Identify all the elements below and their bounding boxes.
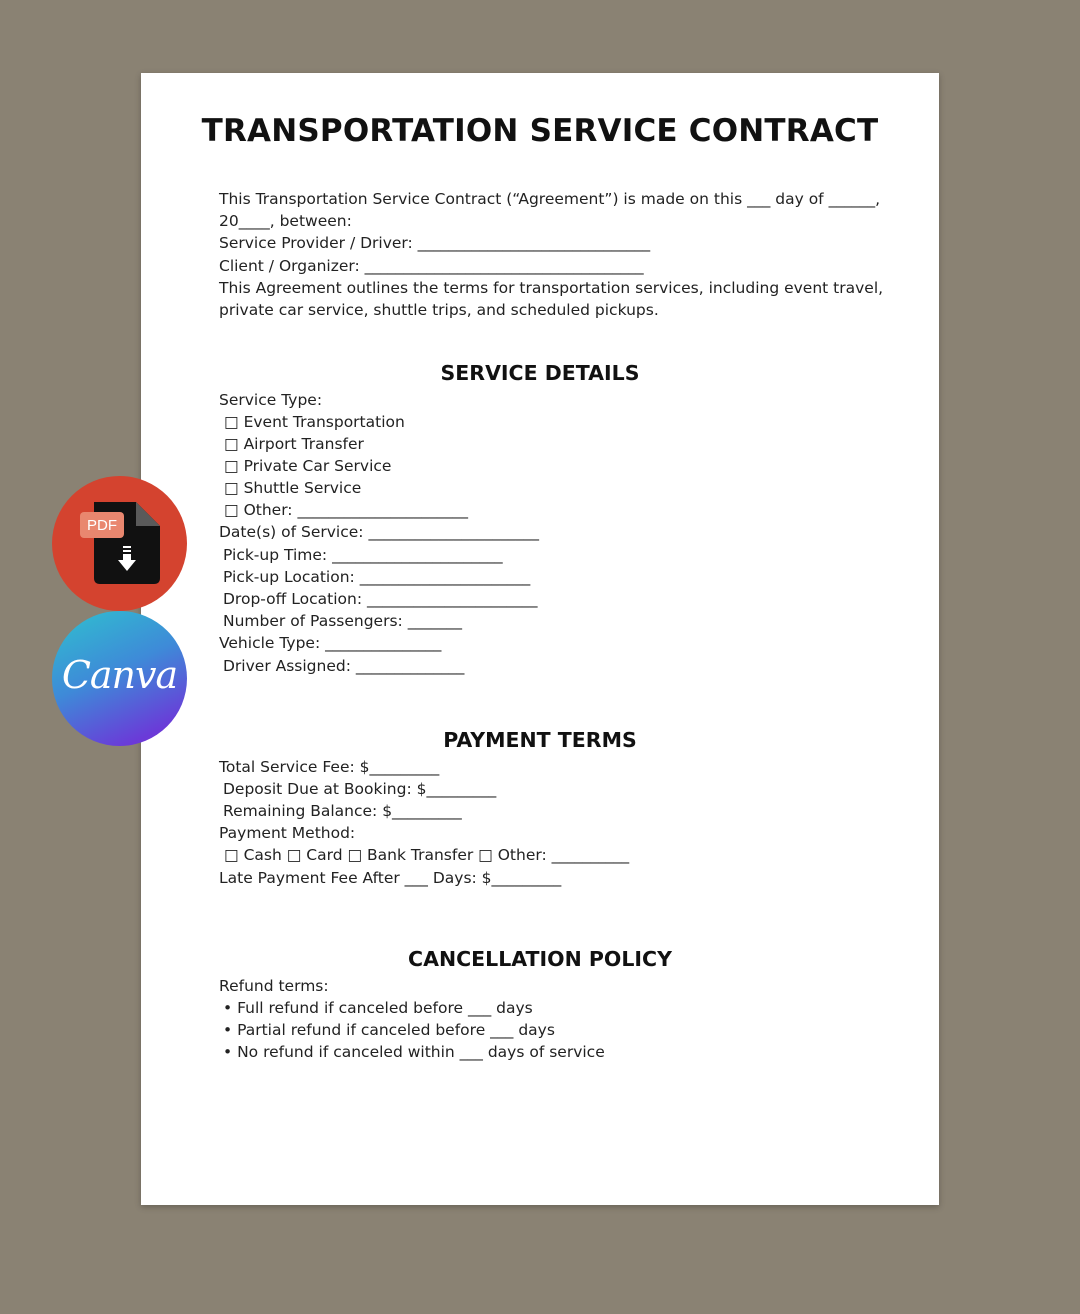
driver-assigned-field: Driver Assigned: ______________: [223, 657, 465, 675]
checkbox-item: □ Event Transportation: [224, 413, 405, 431]
client-organizer-field: Client / Organizer: ____________________________________: [219, 257, 644, 275]
refund-bullet: • No refund if canceled within ___ days of service: [223, 1043, 605, 1061]
intro-line: This Transportation Service Contract (“Agreement”) is made on this ___ day of ______,: [219, 190, 880, 208]
canva-badge: [52, 611, 187, 746]
service-provider-field: Service Provider / Driver: ______________________________: [219, 234, 651, 252]
pickup-location-field: Pick-up Location: ______________________: [223, 568, 531, 586]
payment-method-options: □ Cash □ Card □ Bank Transfer □ Other: __________: [224, 846, 630, 864]
checkbox-item: □ Airport Transfer: [224, 435, 364, 453]
contract-page: [141, 73, 939, 1205]
refund-bullet: • Full refund if canceled before ___ days: [223, 999, 533, 1017]
remaining-balance-field: Remaining Balance: $_________: [223, 802, 462, 820]
refund-terms-label: Refund terms:: [219, 977, 329, 995]
refund-bullet: • Partial refund if canceled before ___ days: [223, 1021, 555, 1039]
pickup-time-field: Pick-up Time: ______________________: [223, 546, 503, 564]
document-title: TRANSPORTATION SERVICE CONTRACT: [201, 113, 879, 149]
vehicle-type-field: Vehicle Type: _______________: [219, 634, 442, 652]
checkbox-item: □ Shuttle Service: [224, 479, 362, 497]
intro-line: private car service, shuttle trips, and scheduled pickups.: [219, 301, 659, 319]
total-fee-field: Total Service Fee: $_________: [219, 758, 440, 776]
late-fee-field: Late Payment Fee After ___ Days: $_________: [219, 869, 562, 887]
pdf-badge: [52, 476, 187, 611]
service-details-heading: SERVICE DETAILS: [440, 361, 640, 385]
payment-terms-heading: PAYMENT TERMS: [443, 728, 637, 752]
intro-line: This Agreement outlines the terms for transportation services, including event travel,: [219, 279, 884, 297]
intro-line: 20____, between:: [219, 212, 352, 230]
cancellation-policy-heading: CANCELLATION POLICY: [408, 947, 672, 971]
service-type-label: Service Type:: [219, 391, 323, 409]
passengers-field: Number of Passengers: _______: [223, 612, 462, 630]
canva-logo: Canva: [61, 653, 178, 697]
dropoff-location-field: Drop-off Location: ______________________: [223, 590, 538, 608]
checkbox-item: □ Private Car Service: [224, 457, 392, 475]
checkbox-item: □ Other: ______________________: [224, 501, 468, 519]
pdf-label: PDF: [87, 517, 117, 534]
deposit-field: Deposit Due at Booking: $_________: [223, 780, 497, 798]
pdf-download-icon: [52, 476, 187, 611]
payment-method-label: Payment Method:: [219, 824, 356, 842]
service-dates-field: Date(s) of Service: ______________________: [219, 523, 539, 541]
